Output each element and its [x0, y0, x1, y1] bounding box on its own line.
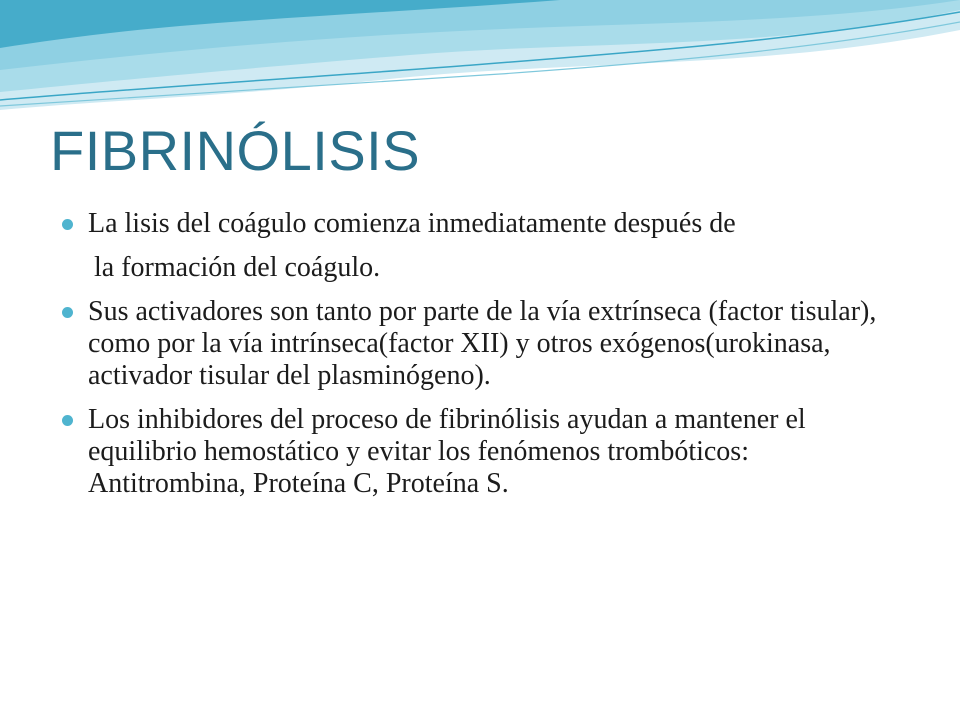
bullet-item: [62, 208, 912, 240]
bullet-item: [62, 296, 912, 392]
bullet-dot-icon: [62, 219, 73, 230]
bullet-dot-icon: [62, 415, 73, 426]
slide-title: FIBRINÓLISIS: [50, 119, 421, 182]
bullet-text: La lisis del coágulo comienza inmediatamente después de: [88, 208, 736, 239]
bullet-list: [62, 208, 912, 512]
bullet-dot-icon: [62, 307, 73, 318]
bullet-item: [62, 404, 912, 500]
bullet-text: Sus activadores son tanto por parte de la vía extrínseca (factor tisular), como por la vía intrínseca(factor XII) y otros exógenos(urokinasa, activador tisular del plasminógeno).: [88, 296, 877, 391]
bullet-text: Los inhibidores del proceso de fibrinólisis ayudan a mantener el equilibrio hemostático y evitar los fenómenos trombóticos: Antitrombina, Proteína C, Proteína S.: [88, 404, 806, 499]
bullet-continuation: la formación del coágulo.: [94, 252, 381, 283]
header-wave-decoration: [0, 0, 960, 120]
